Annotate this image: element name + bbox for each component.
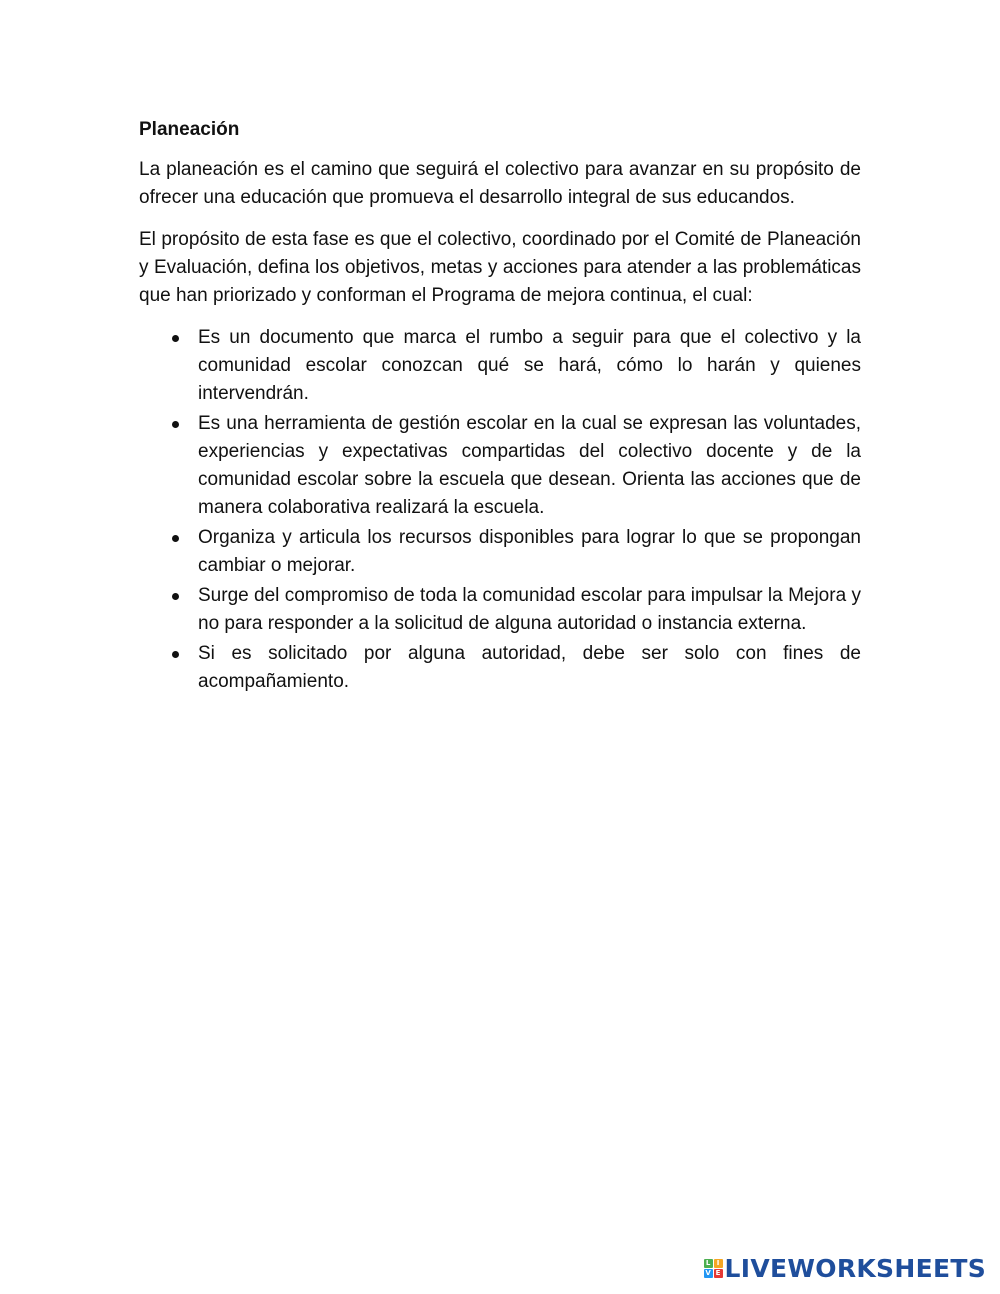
list-item-text: Surge del compromiso de toda la comunidad escolar para impulsar la Mejora y no para responder a la solicitud de alguna autoridad o instancia externa. (198, 585, 861, 634)
list-item-text: Es un documento que marca el rumbo a seguir para que el colectivo y la comunidad escolar conozcan qué se hará, cómo lo harán y quienes intervendrán. (198, 327, 861, 404)
intro-paragraph: La planeación es el camino que seguirá el colectivo para avanzar en su propósito de ofrecer una educación que promueva el desarrollo integral de sus educandos. (139, 159, 861, 208)
liveworksheets-logo[interactable] (704, 1254, 986, 1282)
bullet-list (139, 324, 861, 696)
document-page (139, 116, 861, 698)
logo-block-i: I (714, 1259, 723, 1268)
purpose-paragraph: El propósito de esta fase es que el colectivo, coordinado por el Comité de Planeación y Evaluación, defina los objetivos, metas y acciones para atender a las problemáticas que han priorizado y conforman el Programa de mejora continua, el cual: (139, 229, 861, 306)
page-title: Planeación (139, 119, 240, 140)
logo-text: LIVEWORKSHEETS (724, 1253, 986, 1283)
logo-block-l: L (704, 1259, 713, 1268)
logo-block-v: V (705, 1268, 711, 1277)
list-item (139, 524, 861, 580)
bullet-icon (172, 593, 179, 600)
liveworksheets-logo-icon (704, 1259, 723, 1278)
list-item (139, 640, 861, 696)
list-item (139, 410, 861, 522)
list-item-text: Si es solicitado por alguna autoridad, debe ser solo con fines de acompañamiento. (198, 643, 861, 692)
bullet-icon (172, 335, 179, 342)
list-item-text: Organiza y articula los recursos disponibles para lograr lo que se propongan cambiar o mejorar. (198, 527, 861, 576)
bullet-icon (172, 535, 179, 542)
list-item (139, 324, 861, 408)
bullet-icon (172, 651, 179, 658)
logo-block-e: E (714, 1269, 723, 1278)
list-item-text: Es una herramienta de gestión escolar en la cual se expresan las voluntades, experiencias y expectativas compartidas del colectivo docente y de la comunidad escolar sobre la escuela que desean. Orienta las acciones que de manera colaborativa realizará la escuela. (198, 413, 861, 518)
bullet-icon (172, 421, 179, 428)
list-item (139, 582, 861, 638)
